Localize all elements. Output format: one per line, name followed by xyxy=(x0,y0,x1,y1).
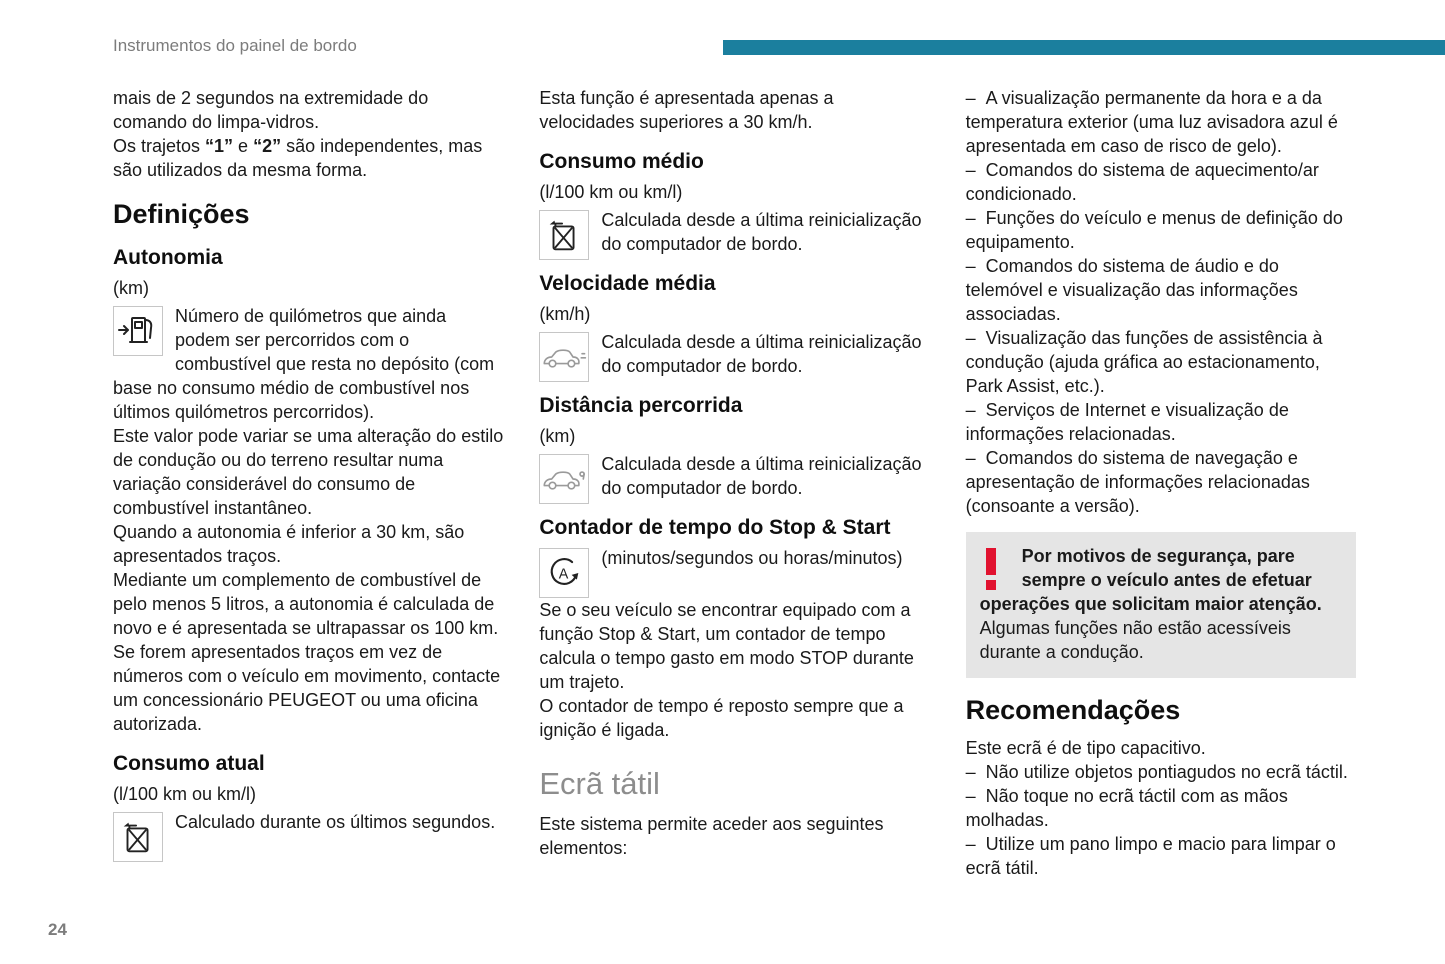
fuel-pump-icon xyxy=(113,306,163,356)
fuel-can-icon xyxy=(539,210,589,260)
unit-label: (km/h) xyxy=(539,304,591,324)
subsection-title-autonomia: Autonomia xyxy=(113,246,223,269)
subsection-title-consumo-medio: Consumo médio xyxy=(539,150,704,173)
subsection-title-stop-start: Contador de tempo do Stop & Start xyxy=(539,516,891,539)
auto-stop-a-icon xyxy=(539,548,589,598)
list-item: – Comandos do sistema de aquecimento/ar condicionado. xyxy=(965,160,1319,204)
body-paragraph: Quando a autonomia é inferior a 30 km, são apresentados traços. xyxy=(113,522,465,566)
body-paragraph: Se o seu veículo se encontrar equipado com a função Stop & Start, um contador de tempo calcula o tempo gasto em modo STOP durante um trajeto. xyxy=(539,600,914,692)
column-2 xyxy=(539,86,929,880)
bold-trip-1: “1” xyxy=(205,136,234,156)
page-number: 24 xyxy=(48,920,67,939)
car-icon xyxy=(539,332,589,382)
running-header-title: Instrumentos do painel de bordo xyxy=(113,36,357,55)
page-content xyxy=(113,86,1356,880)
body-paragraph: Calculada desde a última reinicialização do computador de bordo. xyxy=(601,332,922,376)
warning-bold-text: Por motivos de segurança, pare sempre o veículo antes de efetuar operações que solicitam maior atenção. xyxy=(979,546,1322,614)
body-paragraph: Este ecrã é de tipo capacitivo. xyxy=(965,738,1206,758)
svg-text:A: A xyxy=(559,566,569,583)
chapter-title-ecra-tatil: Ecrã tátil xyxy=(539,766,660,801)
subsection-title-distancia: Distância percorrida xyxy=(539,394,743,417)
body-paragraph xyxy=(113,134,503,182)
body-paragraph: O contador de tempo é reposto sempre que a ignição é ligada. xyxy=(539,696,904,740)
unit-label: (minutos/segundos ou horas/minutos) xyxy=(601,548,903,568)
body-paragraph: Mediante um complemento de combustível de pelo menos 5 litros, a autonomia é calculada de novo e é apresentada se ultrapassar os 100 km. xyxy=(113,570,499,638)
body-paragraph: Se forem apresentados traços em vez de números com o veículo em movimento, contacte um concessionário PEUGEOT ou uma oficina autorizada. xyxy=(113,642,501,734)
body-paragraph: Calculada desde a última reinicialização do computador de bordo. xyxy=(601,454,922,498)
subsection-title-consumo-atual: Consumo atual xyxy=(113,752,265,775)
safety-warning-box xyxy=(966,532,1356,678)
car-exhaust-icon xyxy=(539,454,589,504)
list-item: – Comandos do sistema de áudio e do telemóvel e visualização das informações associadas. xyxy=(965,256,1298,324)
column-1 xyxy=(113,86,503,880)
section-title-recomendacoes: Recomendações xyxy=(965,695,1181,725)
list-item: – Utilize um pano limpo e macio para limpar o ecrã tátil. xyxy=(965,834,1336,878)
subsection-title-velocidade-media: Velocidade média xyxy=(539,272,716,295)
list-item: – Visualização das funções de assistência à condução (ajuda gráfica ao estacionamento, Park Assist, etc.). xyxy=(965,328,1323,396)
body-paragraph: Calculado durante os últimos segundos. xyxy=(175,812,496,832)
body-paragraph: Este sistema permite aceder aos seguintes elementos: xyxy=(539,814,884,858)
unit-label: (km) xyxy=(539,426,576,446)
unit-label: (l/100 km ou km/l) xyxy=(113,784,257,804)
body-paragraph: Número de quilómetros que ainda podem ser percorridos com o combustível que resta no depósito (com base no consumo médio de combustível nos últimos quilómetros percorridos). xyxy=(113,306,495,422)
text-run: são independentes, mas são utilizados da mesma forma. xyxy=(113,136,483,180)
body-paragraph: Este valor pode variar se uma alteração do estilo de condução ou do terreno resultar numa variação considerável do consumo de combustível instantâneo. xyxy=(113,426,504,518)
list-item: – A visualização permanente da hora e a da temperatura exterior (uma luz avisadora azul é apresentada em caso de risco de gelo). xyxy=(965,88,1338,156)
section-title-definicoes: Definições xyxy=(113,199,250,229)
list-item: – Não utilize objetos pontiagudos no ecrã táctil. xyxy=(965,762,1348,782)
body-paragraph: mais de 2 segundos na extremidade do comando do limpa-vidros. xyxy=(113,88,429,132)
warning-normal-text: Algumas funções não estão acessíveis durante a condução. xyxy=(979,618,1291,662)
list-item: – Funções do veículo e menus de definição do equipamento. xyxy=(965,208,1343,252)
text-run: Os trajetos xyxy=(113,136,206,156)
fuel-can-icon xyxy=(113,812,163,862)
text-run: e xyxy=(233,136,254,156)
header-accent-bar xyxy=(723,40,1445,55)
exclamation-icon xyxy=(986,548,1008,590)
list-item: – Serviços de Internet e visualização de informações relacionadas. xyxy=(965,400,1289,444)
body-paragraph: Esta função é apresentada apenas a velocidades superiores a 30 km/h. xyxy=(539,88,834,132)
list-item: – Comandos do sistema de navegação e apresentação de informações relacionadas (consoante a versão). xyxy=(965,448,1310,516)
warning-text xyxy=(980,544,1342,664)
list-item: – Não toque no ecrã táctil com as mãos molhadas. xyxy=(965,786,1288,830)
unit-label: (l/100 km ou km/l) xyxy=(539,182,683,202)
unit-label: (km) xyxy=(113,278,149,298)
column-3 xyxy=(966,86,1356,880)
bold-trip-2: “2” xyxy=(253,136,282,156)
body-paragraph: Calculada desde a última reinicialização do computador de bordo. xyxy=(601,210,922,254)
